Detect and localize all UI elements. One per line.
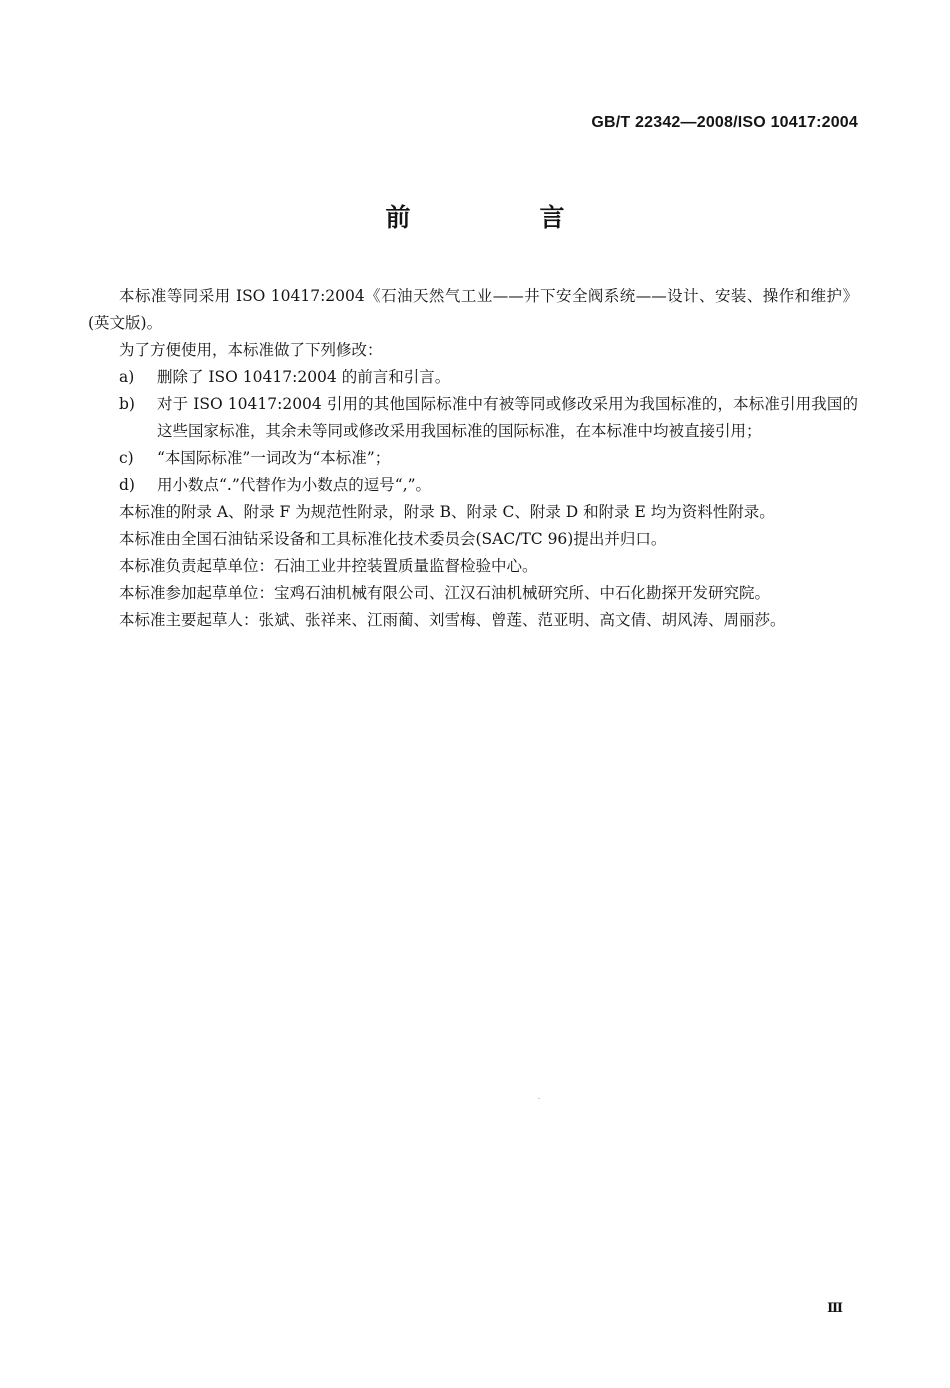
list-item-text: 对于 ISO 10417:2004 引用的其他国际标准中有被等同或修改采用为我国标准的，本标准引用我国的这些国家标准，其余未等同或修改采用我国标准的国际标准，在本标准中均被直接引用； [157, 395, 858, 440]
standard-code: GB/T 22342—2008/ISO 10417:2004 [591, 114, 858, 131]
page-number: Ⅲ [827, 1300, 843, 1315]
proposer-paragraph: 本标准由全国石油钻采设备和工具标准化技术委员会(SAC/TC 96)提出并归口。 [119, 530, 667, 548]
modifications-intro: 为了方便使用，本标准做了下列修改： [119, 341, 383, 359]
list-item-text: 删除了 ISO 10417:2004 的前言和引言。 [157, 368, 451, 386]
list-item [88, 472, 858, 499]
list-item-label: d) [119, 476, 135, 494]
list-item [88, 445, 858, 472]
list-item-text: 用小数点“.”代替作为小数点的逗号“,”。 [157, 476, 432, 494]
participating-drafters-paragraph: 本标准参加起草单位：宝鸡石油机械有限公司、江汉石油机械研究所、中石化勘探开发研究院。 [119, 584, 771, 602]
list-item [88, 364, 858, 391]
scan-speck [538, 1098, 540, 1099]
list-item [88, 391, 858, 445]
lead-drafter-paragraph: 本标准负责起草单位：石油工业井控装置质量监督检验中心。 [119, 557, 538, 575]
list-item-label: c) [119, 449, 134, 467]
document-body [88, 283, 858, 634]
intro-paragraph: 本标准等同采用 ISO 10417:2004《石油天然气工业——井下安全阀系统——设计、安装、操作和维护》(英文版)。 [88, 287, 858, 332]
list-item-label: b) [119, 395, 135, 413]
list-item-label: a) [119, 368, 135, 386]
annex-paragraph: 本标准的附录 A、附录 F 为规范性附录，附录 B、附录 C、附录 D 和附录 E 均为资料性附录。 [119, 503, 775, 521]
page-title: 前 言 [385, 203, 617, 232]
list-item-text: “本国际标准”一词改为“本标准”； [157, 449, 391, 467]
main-drafters-paragraph: 本标准主要起草人：张斌、张祥来、江雨蔺、刘雪梅、曾莲、范亚明、高文倩、胡风涛、周丽莎。 [119, 611, 786, 629]
